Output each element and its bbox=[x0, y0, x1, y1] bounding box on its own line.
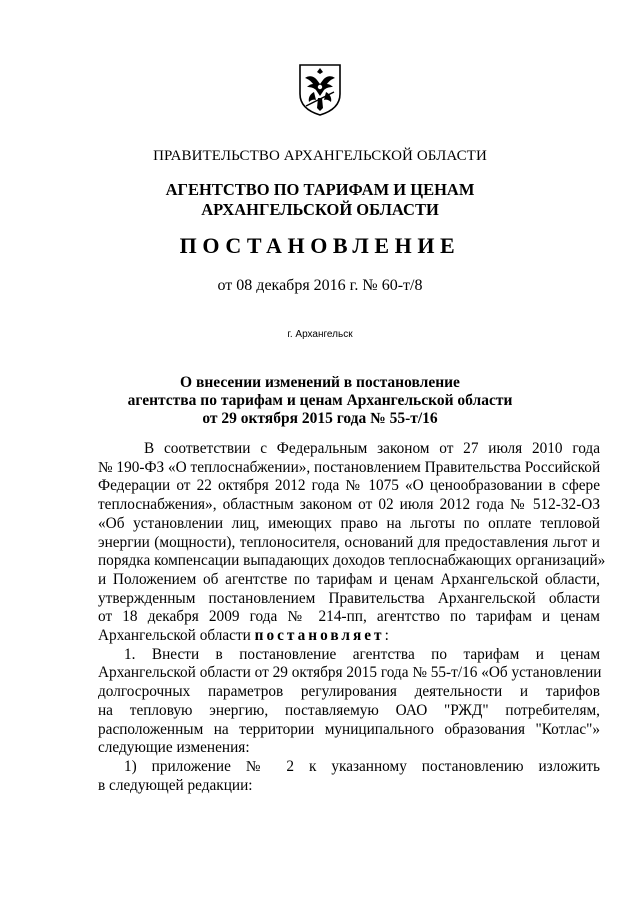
text-line: порядка компенсации выпадающих доходов теплоснабжающих организаций» bbox=[98, 552, 606, 570]
document-subject bbox=[0, 374, 640, 428]
text-line: 1. Внести в постановление агентства по тарифам и ценам bbox=[124, 645, 600, 663]
text-line bbox=[98, 627, 600, 646]
subject-line3: от 29 октября 2015 года № 55-т/16 bbox=[202, 410, 438, 427]
text-line: 1) приложение № 2 к указанному постановлению изложить bbox=[124, 757, 600, 775]
paragraph-item-1 bbox=[98, 646, 600, 758]
paragraph-subitem-1 bbox=[98, 758, 600, 795]
text-fragment: : bbox=[384, 627, 389, 645]
text-line: Федерации от 22 октября 2012 года № 1075 «О ценообразовании в сфере bbox=[98, 477, 600, 495]
text-line: утвержденным постановлением Правительства Архангельской области bbox=[98, 589, 600, 607]
subject-line2: агентства по тарифам и ценам Архангельской области bbox=[127, 392, 513, 409]
text-line: энергии (мощности), теплоносителя, оснований для предоставления льгот и bbox=[98, 533, 600, 551]
document-type: ПОСТАНОВЛЕНИЕ bbox=[179, 233, 461, 258]
document-body bbox=[98, 440, 606, 795]
arkhangelsk-coat-of-arms-icon bbox=[296, 62, 344, 116]
text-line: «Об установлении лиц, имеющих право на льготы по оплате тепловой bbox=[98, 514, 600, 532]
text-line: от 18 декабря 2009 года № 214-пп, агентство по тарифам и ценам bbox=[98, 608, 600, 626]
text-line: на тепловую энергию, поставляемую ОАО "РЖД" потребителям, bbox=[98, 701, 600, 719]
text-line: Архангельской области от 29 октября 2015 года № 55-т/16 «Об установлении bbox=[98, 664, 602, 682]
subject-line1: О внесении изменений в постановление bbox=[180, 374, 460, 391]
text-line: следующие изменения: bbox=[98, 739, 250, 757]
paragraph-preamble bbox=[98, 440, 606, 646]
text-line: № 190-ФЗ «О теплоснабжении», постановлением Правительства Российской bbox=[98, 458, 601, 476]
text-line: В соответствии с Федеральным законом от 27 июля 2010 года bbox=[144, 440, 600, 457]
text-fragment: Архангельской области bbox=[98, 627, 255, 645]
resolves-word: постановляет bbox=[254, 627, 385, 645]
document-city: г. Архангельск bbox=[287, 329, 353, 340]
text-line: и Положением об агентстве по тарифам и ценам Архангельской области, bbox=[98, 570, 600, 588]
text-line: долгосрочных параметров регулирования деятельности и тарифов bbox=[98, 683, 600, 701]
text-line: расположенным на территории муниципального образования "Котлас"» bbox=[98, 720, 600, 738]
text-line: теплоснабжения», областным законом от 02 июля 2012 года № 512-32-ОЗ bbox=[98, 496, 600, 514]
text-line: в следующей редакции: bbox=[98, 776, 253, 794]
agency-name-line2: АРХАНГЕЛЬСКОЙ ОБЛАСТИ bbox=[201, 200, 439, 219]
agency-name-line1: АГЕНТСТВО ПО ТАРИФАМ И ЦЕНАМ bbox=[165, 180, 475, 199]
document-date-number: от 08 декабря 2016 г. № 60-т/8 bbox=[217, 277, 423, 294]
government-name: ПРАВИТЕЛЬСТВО АРХАНГЕЛЬСКОЙ ОБЛАСТИ bbox=[153, 148, 487, 164]
agency-name bbox=[0, 180, 640, 220]
